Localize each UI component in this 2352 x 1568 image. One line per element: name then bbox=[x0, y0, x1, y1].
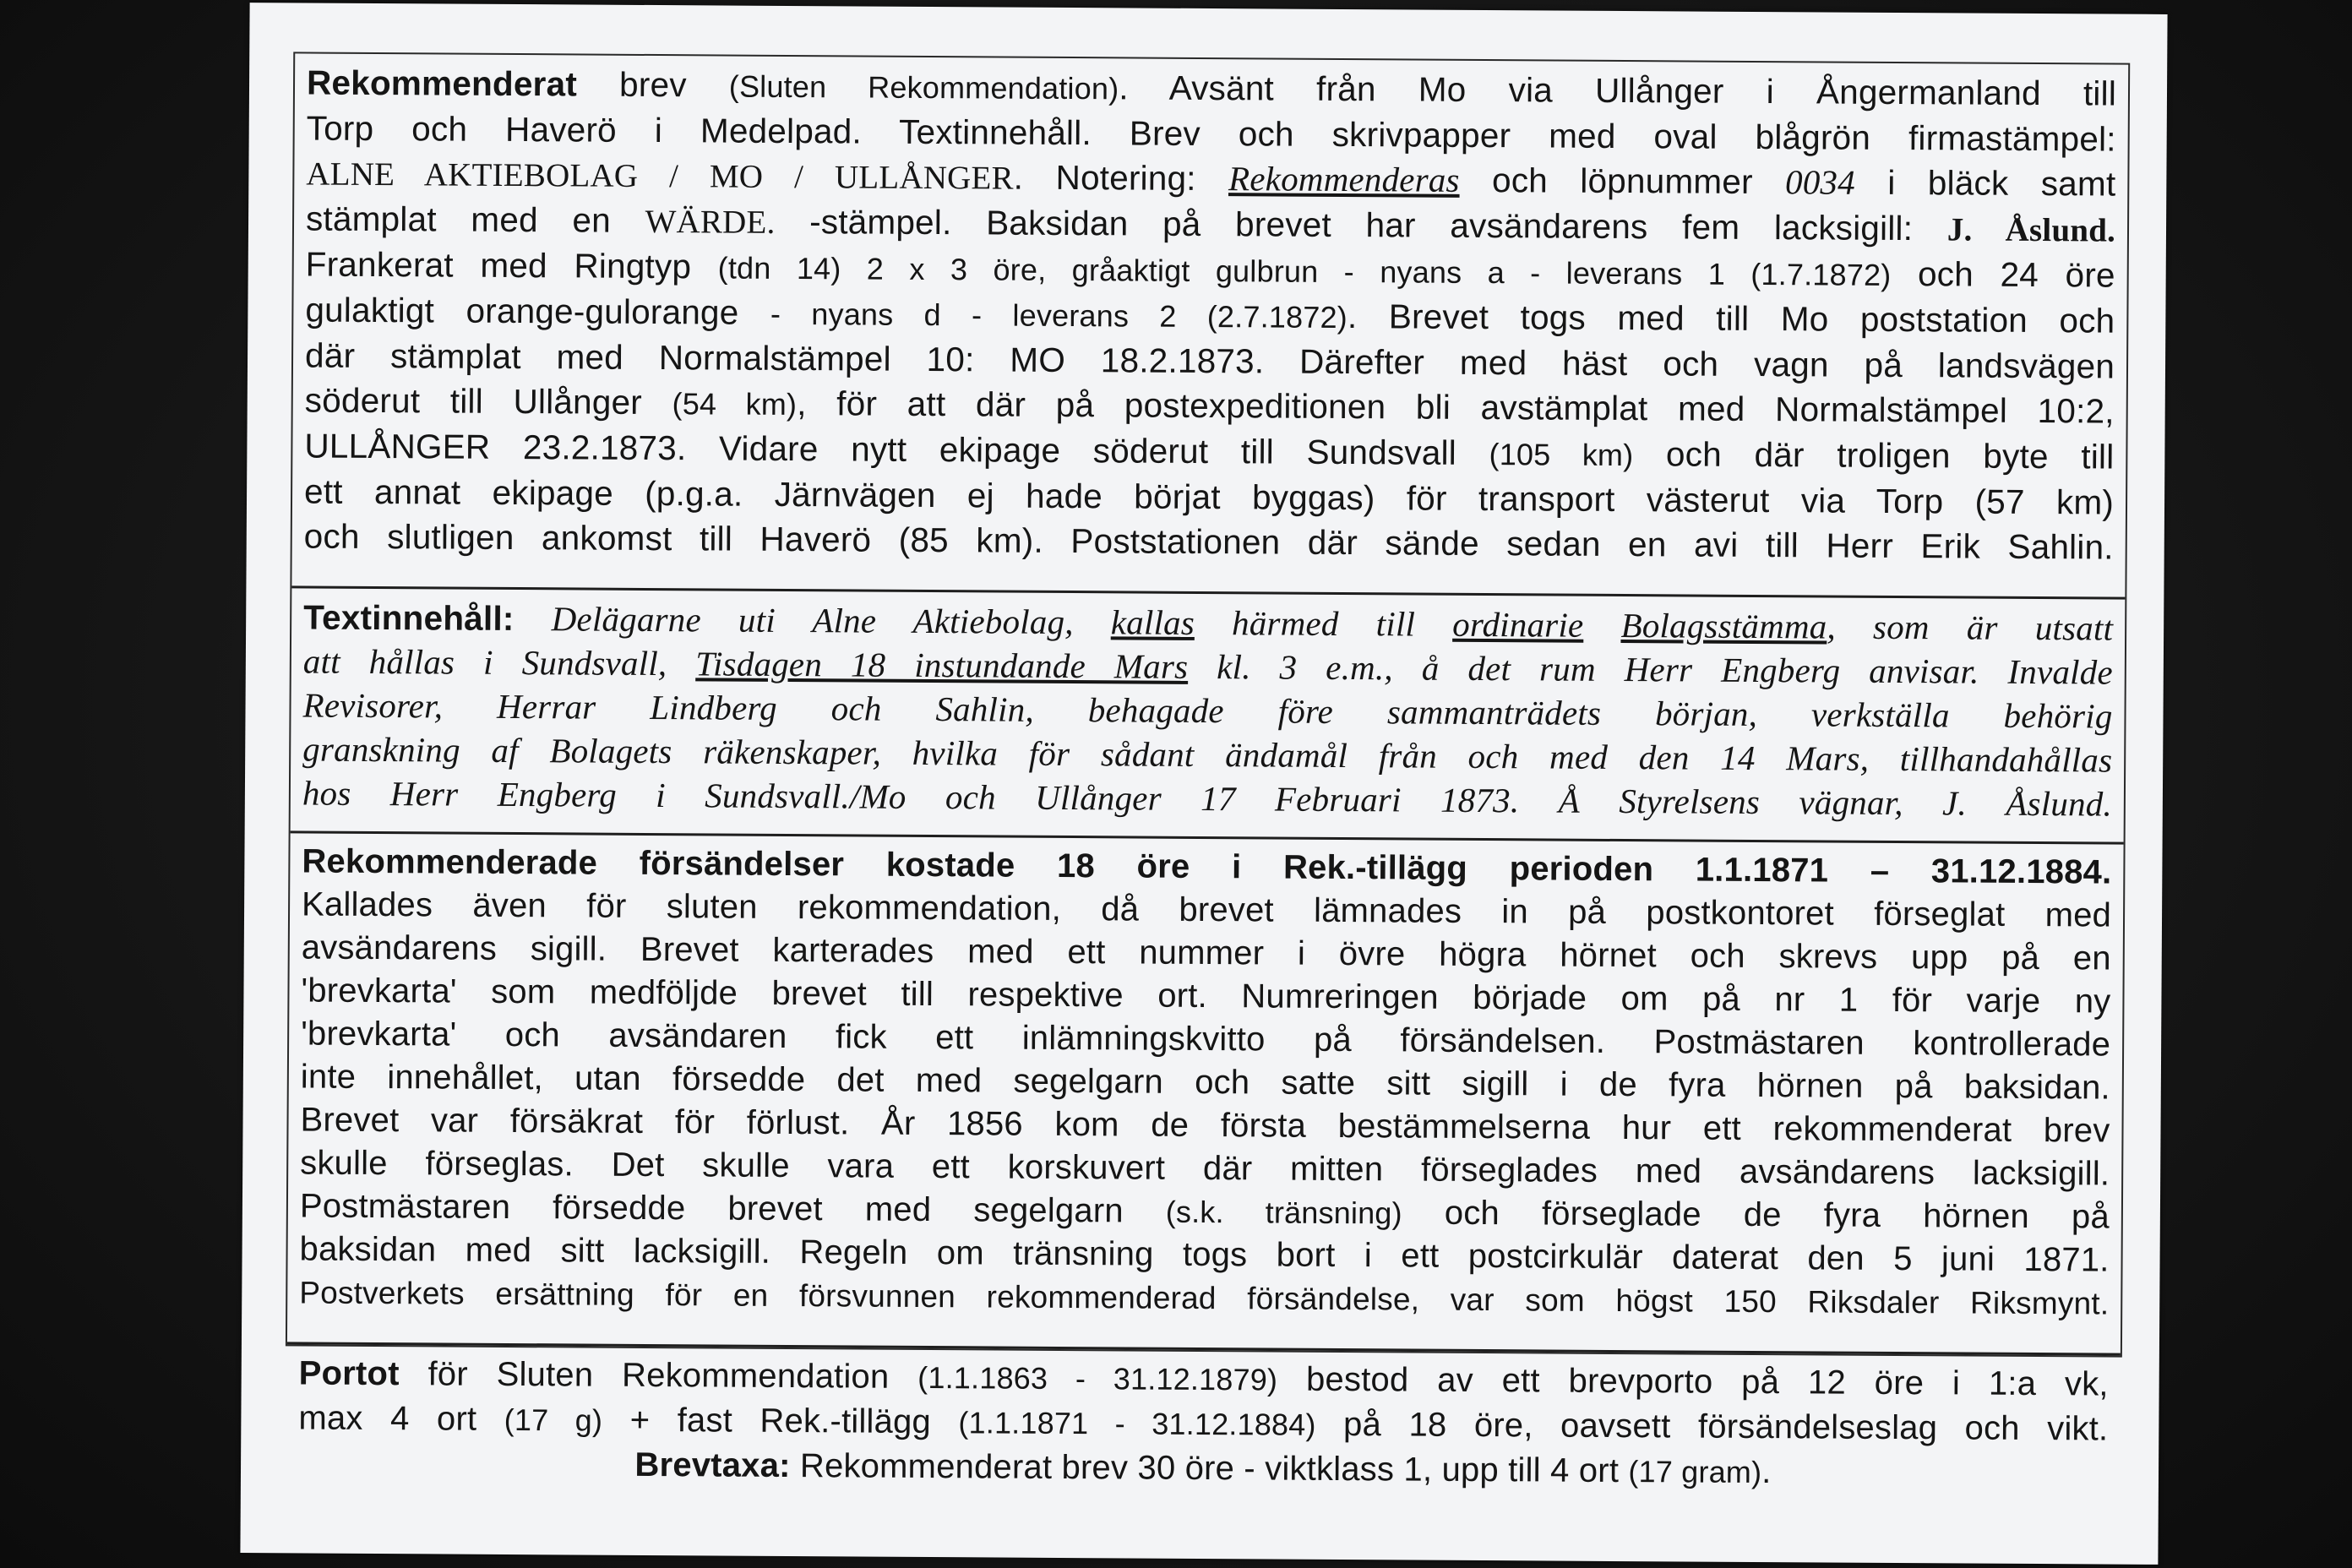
sec2-line-4: granskning af Bolagets räkenskaper, hvilka för sådant ändamål från och med den 14 Mars, tillhandahållas bbox=[302, 729, 2113, 780]
warde-stamp-text: WÄRDE. bbox=[645, 203, 776, 241]
text-span: (1.1.1863 - 31.12.1879) bbox=[917, 1359, 1278, 1397]
text-span: (tdn 14) 2 x 3 öre, gråaktigt gulbrun - nyans a - leverans 1 (1.7.1872) bbox=[717, 250, 1892, 292]
sec3-line-2: Kallades även för sluten rekommendation, då brevet lämnades in på postkontoret förseglat med bbox=[301, 885, 2112, 934]
text-span: i bläck samt bbox=[1854, 162, 2116, 204]
text-span: gulaktigt orange-gulorange bbox=[305, 290, 771, 332]
text-span: Postmästaren försedde brevet med segelgarn bbox=[299, 1187, 1166, 1230]
text-span: och förseglade de fyra hörnen på bbox=[1402, 1194, 2110, 1236]
text-span: (17 g) bbox=[504, 1402, 603, 1438]
firm-stamp-text: ALNE AKTIEBOLAG / MO / ULLÅNGER bbox=[306, 155, 1014, 197]
text-span: söderut till Ullånger bbox=[304, 380, 672, 422]
text-span: + fast Rek.-tillägg bbox=[602, 1401, 959, 1441]
text-span: och där troligen byte till bbox=[1633, 434, 2115, 476]
sec3-line-4: 'brevkarta' som medföljde brevet till respektive ort. Numreringen började om på nr 1 för varje ny bbox=[301, 972, 2111, 1021]
text-span: ordinarie bbox=[1452, 604, 1584, 645]
text-span: brev bbox=[576, 64, 730, 105]
text-span: Tisdagen 18 instundande Mars bbox=[695, 644, 1189, 686]
text-span: Frankerat med Ringtyp bbox=[305, 244, 718, 286]
sec1-line-10: ett annat ekipage (p.g.a. Järnvägen ej hade börjat byggas) för transport västerut via Torp (57 km) bbox=[303, 471, 2115, 522]
text-span: , för att där på postexpeditionen bli avstämplat med Normalstämpel 10:2, bbox=[797, 384, 2115, 431]
sec3-line-8: skulle förseglas. Det skulle vara ett korskuvert där mitten förseglades med avsändarens lacksigill. bbox=[300, 1144, 2110, 1193]
sec1-line-2: Torp och Haverö i Medelpad. Textinnehåll. Brev och skrivpapper med oval blågrön firmastämpel: bbox=[306, 108, 2116, 159]
sec1-line-11: och slutligen ankomst till Haverö (85 km). Poststationen där sände sedan en avi till Herr Erik Sahlin. bbox=[303, 516, 2114, 567]
label-brevtaxa: Brevtaxa: bbox=[634, 1446, 791, 1485]
sec3-line-5: 'brevkarta' och avsändaren fick ett inlämningskvitto på försändelsen. Postmästaren kontrollerade bbox=[301, 1015, 2111, 1064]
text-span: hos Herr Engberg i Sundsvall. bbox=[302, 773, 851, 816]
sec1-line-7: där stämplat med Normalstämpel 10: MO 18.2.1873. Därefter med häst och vagn på landsvägen bbox=[304, 335, 2115, 386]
text-span: (54 km) bbox=[672, 386, 798, 422]
text-span: . Brevet togs med till Mo poststation och bbox=[1347, 297, 2115, 340]
text-content-section bbox=[291, 585, 2126, 825]
text-span: max 4 ort bbox=[298, 1399, 504, 1438]
text-span: Mo och Ullånger 17 Februari 1873. Å Styrelsens vägnar, J. Åslund. bbox=[859, 776, 2113, 824]
text-span: på 18 öre, oavsett försändelseslag och vikt. bbox=[1315, 1405, 2109, 1448]
label-textinnehall: Textinnehåll: bbox=[303, 597, 514, 639]
text-span: kl. 3 e.m., å det rum Herr Engberg anvisar. Invalde bbox=[1188, 646, 2113, 692]
sec3-line-10: baksidan med sitt lacksigill. Regeln om tränsning togs bort i ett postcirkulär daterat den 5 juni 1871. bbox=[299, 1230, 2110, 1279]
letter-description-section bbox=[292, 53, 2129, 569]
text-span: bestod av ett brevporto på 12 öre i 1:a vk, bbox=[1277, 1360, 2109, 1403]
text-span: Bolagsstämma bbox=[1620, 606, 1827, 646]
text-span: - nyans d - leverans 2 (2.7.1872) bbox=[770, 296, 1348, 335]
text-span: . bbox=[1761, 1453, 1772, 1491]
text-span: att hållas i Sundsvall, bbox=[302, 641, 696, 683]
sec3-line-6: inte innehållet, utan försedde det med segelgarn och satte sitt sigill i de fyra hörnen på baksidan. bbox=[300, 1058, 2110, 1107]
serial-number: 0034 bbox=[1784, 162, 1856, 202]
text-span: Rekommenderat brev 30 öre - viktklass 1, upp till 4 ort bbox=[790, 1447, 1629, 1490]
seal-name: J. Åslund. bbox=[1946, 211, 2116, 249]
text-span: och löpnummer bbox=[1459, 160, 1786, 202]
text-span bbox=[1583, 606, 1620, 645]
text-span: stämplat med en bbox=[305, 199, 645, 240]
text-span: härmed till bbox=[1194, 602, 1453, 644]
text-span: . Notering: bbox=[1013, 157, 1229, 199]
label-portot: Portot bbox=[298, 1354, 400, 1393]
text-span: Delägarne uti Alne Aktiebolag, bbox=[514, 599, 1111, 642]
text-span: kallas bbox=[1110, 602, 1195, 642]
text-span: (Sluten Rekommendation) bbox=[728, 68, 1119, 106]
sec3-line-3: avsändarens sigill. Brevet karterades med ett nummer i övre högra hörnet och skrevs upp på en bbox=[301, 928, 2111, 977]
registered-mail-section bbox=[287, 830, 2123, 1325]
description-card bbox=[240, 3, 2167, 1565]
sec3-heading: Rekommenderade försändelser kostade 18 öre i Rek.-tillägg perioden 1.1.1871 – 31.12.1884. bbox=[302, 842, 2112, 891]
text-span: -stämpel. Baksidan på brevet har avsändarens fem lacksigill: bbox=[775, 201, 1947, 248]
text-span: , som är utsatt bbox=[1827, 607, 2114, 648]
sec3-line-7: Brevet var försäkrat för förlust. År 1856 kom de första bestämmelserna hur ett rekommenderat brev bbox=[300, 1101, 2110, 1150]
text-span: . Avsänt från Mo via Ullånger i Ångermanland till bbox=[1119, 68, 2117, 113]
heading-rekommenderat: Rekommenderat bbox=[306, 63, 578, 104]
text-span: (s.k. tränsning) bbox=[1165, 1194, 1402, 1231]
notation-rekommenderas: Rekommenderas bbox=[1228, 159, 1460, 199]
postage-section bbox=[286, 1342, 2121, 1496]
text-span: (1.1.1871 - 31.12.1884) bbox=[958, 1405, 1316, 1442]
text-span: för Sluten Rekommendation bbox=[399, 1355, 918, 1396]
text-span: (105 km) bbox=[1489, 437, 1634, 473]
text-span: (17 gram) bbox=[1628, 1454, 1762, 1490]
text-span: och 24 öre bbox=[1891, 253, 2115, 295]
text-frame bbox=[286, 52, 2130, 1491]
separator-slash: / bbox=[849, 776, 860, 816]
sec2-line-3: Revisorer, Herrar Lindberg och Sahlin, behagade före sammanträdets början, verkställa behörig bbox=[302, 685, 2113, 736]
sec3-line-11: Postverkets ersättning för en försvunnen rekommenderad försändelse, var som högst 150 Riksdaler Riksmynt. bbox=[299, 1275, 2110, 1321]
text-span: ULLÅNGER 23.2.1873. Vidare nytt ekipage söderut till Sundsvall bbox=[304, 426, 1489, 473]
